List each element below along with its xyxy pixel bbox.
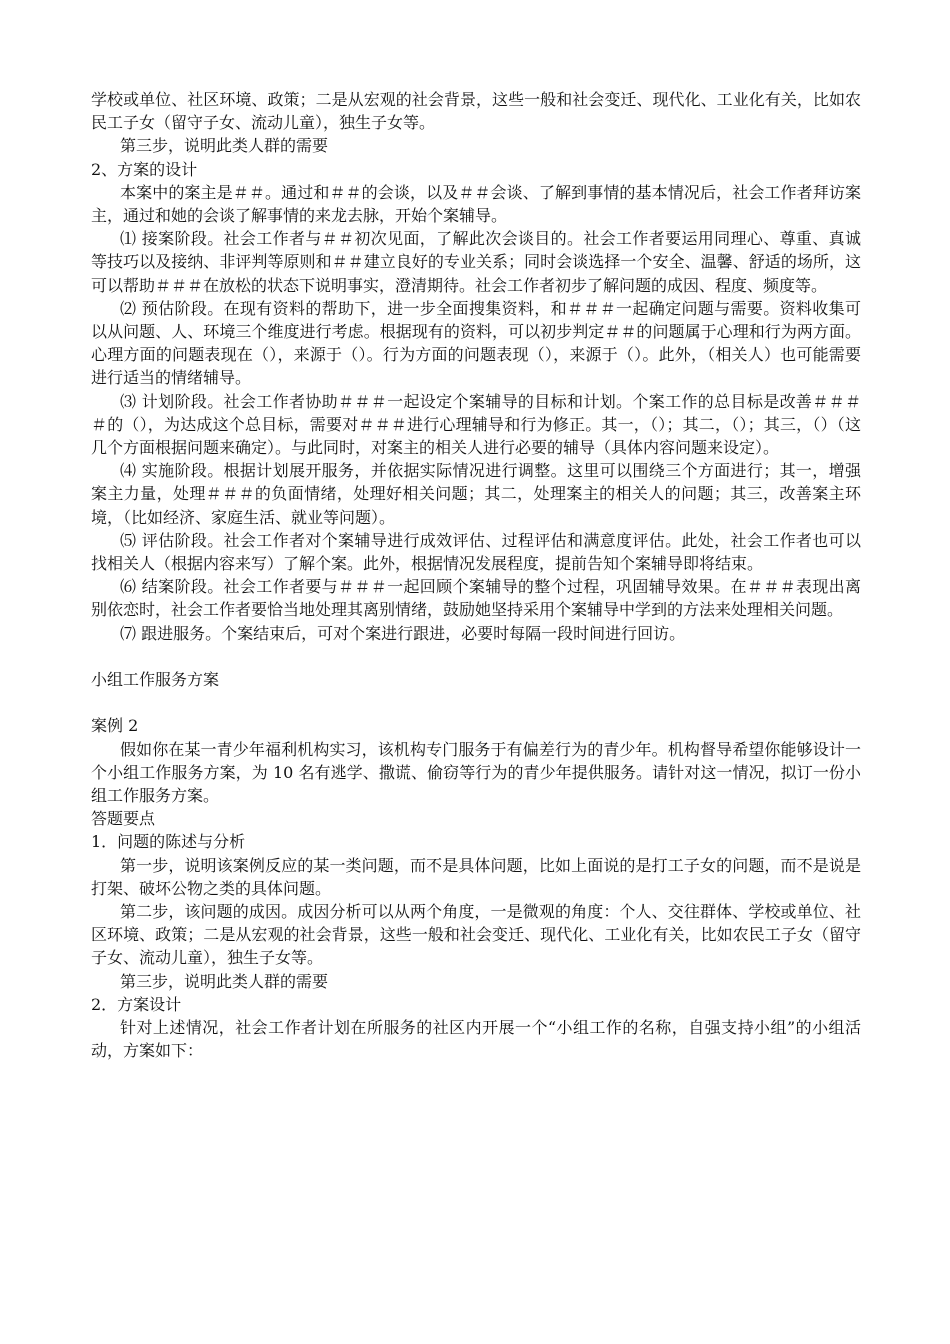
continuation-paragraph: 学校或单位、社区环境、政策；二是从宏观的社会背景，这些一般和社会变迁、现代化、工业化有关，比如农民工子女（留守子女、流动儿童），独生子女等。: [91, 90, 861, 133]
stage-7-paragraph: ⑺ 跟进服务。个案结束后，可对个案进行跟进，必要时每隔一段时间进行回访。: [120, 623, 686, 643]
case-2-heading: 案例 2: [91, 716, 139, 736]
step-three-line: 第三步，说明此类人群的需要: [120, 971, 329, 991]
answer-points-heading: 答题要点: [91, 809, 156, 829]
stage-2-paragraph: ⑵ 预估阶段。在现有资料的帮助下，进一步全面搜集资料，和＃＃＃一起确定问题与需要。资料收集可以从问题、人、环境三个维度进行考虑。根据现有的资料，可以初步判定＃＃的问题属于心理和行为两方面。心理方面的问题表现在（），来源于（）。行为方面的问题表现（），来源于（）。此外，（相关人）也可能需要进行适当的情绪辅导。: [91, 298, 861, 388]
plan-intro-paragraph: 本案中的案主是＃＃。通过和＃＃的会谈，以及＃＃会谈、了解到事情的基本情况后，社会工作者拜访案主，通过和她的会谈了解事情的来龙去脉，开始个案辅导。: [91, 182, 861, 226]
stage-4-paragraph: ⑷ 实施阶段。根据计划展开服务，并依据实际情况进行调整。这里可以围绕三个方面进行；其一，增强案主力量，处理＃＃＃的负面情绪，处理好相关问题；其二，处理案主的相关人的问题；其三，改善案主环境，（比如经济、家庭生活、就业等问题）。: [91, 461, 861, 527]
section-heading-plan-design-2: 2．方案设计: [91, 994, 182, 1014]
blank-line: [91, 645, 861, 668]
stage-3-paragraph: ⑶ 计划阶段。社会工作者协助＃＃＃一起设定个案辅导的目标和计划。个案工作的总目标是改善＃＃＃＃的（），为达成这个总目标，需要对＃＃＃进行心理辅导和行为修正。其一，（）；其二，（）；其三，（）（这几个方面根据问题来确定）。与此同时，对案主的相关人进行必要的辅导（具体内容问题来设定）。: [91, 391, 861, 458]
section-heading-problem: 1．问题的陈述与分析: [91, 832, 246, 852]
plan-design-intro: 针对上述情况，社会工作者计划在所服务的社区内开展一个“小组工作的名称，自强支持小组”的小组活动，方案如下：: [91, 1018, 861, 1061]
stage-6-paragraph: ⑹ 结案阶段。社会工作者要与＃＃＃一起回顾个案辅导的整个过程，巩固辅导效果。在＃＃＃表现出离别依恋时，社会工作者要恰当地处理其离别情绪，鼓励她坚持采用个案辅导中学到的方法来处理相关问题。: [91, 577, 861, 620]
step-three-line: 第三步，说明此类人群的需要: [120, 136, 329, 156]
blank-line: [91, 691, 861, 714]
section-heading-plan-design: 2、方案的设计: [91, 159, 198, 179]
step-two-paragraph: 第二步，该问题的成因。成因分析可以从两个角度，一是微观的角度：个人、交往群体、学校或单位、社区环境、政策；二是从宏观的社会背景，这些一般和社会变迁、现代化、工业化有关，比如农民工子女（留守子女、流动儿童），独生子女等。: [91, 902, 861, 968]
step-one-paragraph: 第一步，说明该案例反应的某一类问题，而不是具体问题，比如上面说的是打工子女的问题，而不是说是打架、破坏公物之类的具体问题。: [91, 855, 861, 898]
stage-1-paragraph: ⑴ 接案阶段。社会工作者与＃＃初次见面，了解此次会谈目的。社会工作者要运用同理心、尊重、真诚等技巧以及接纳、非评判等原则和＃＃建立良好的专业关系；同时会谈选择一个安全、温馨、舒适的场所，这可以帮助＃＃＃在放松的状态下说明事实，澄清期待。社会工作者初步了解问题的成因、程度、频度等。: [91, 229, 861, 295]
stage-5-paragraph: ⑸ 评估阶段。社会工作者对个案辅导进行成效评估、过程评估和满意度评估。此处，社会工作者也可以找相关人（根据内容来写）了解个案。此外，根据情况发展程度，提前告知个案辅导即将结束。: [91, 530, 861, 574]
group-work-title: 小组工作服务方案: [91, 670, 220, 690]
case-2-description: 假如你在某一青少年福利机构实习，该机构专门服务于有偏差行为的青少年。机构督导希望你能够设计一个小组工作服务方案，为 10 名有逃学、撒谎、偷窃等行为的青少年提供服务。请针对这一情况，拟订一份小组工作服务方案。: [91, 739, 861, 806]
document-page: [91, 88, 861, 1063]
